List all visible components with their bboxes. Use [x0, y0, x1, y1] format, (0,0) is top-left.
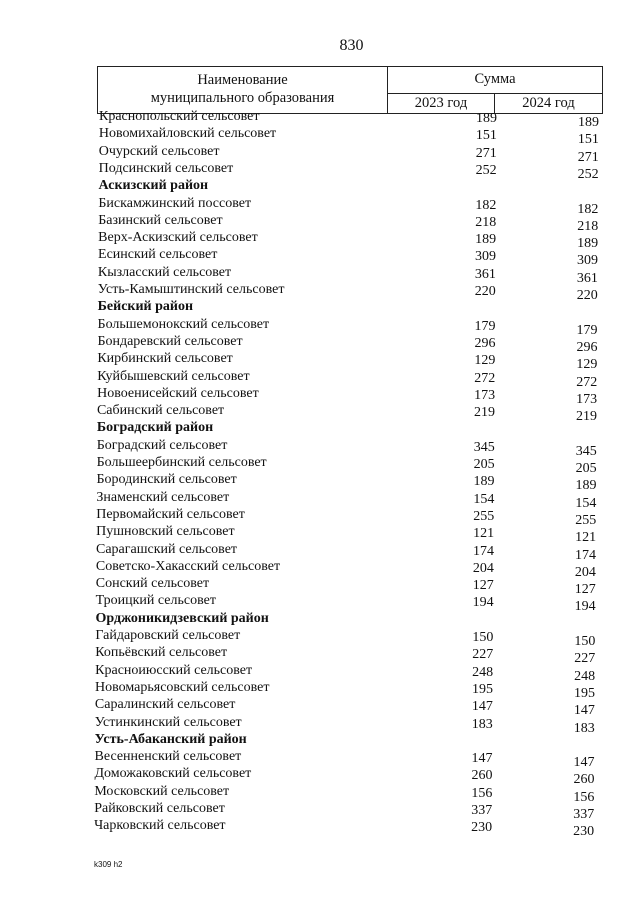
- value-2024: 255: [575, 512, 597, 528]
- value-2023: 345: [473, 439, 495, 455]
- table-row: [98, 125, 619, 148]
- table-row: [97, 385, 617, 407]
- district-heading-row: [95, 731, 615, 748]
- municipality-name: Доможаковский сельсовет: [94, 766, 252, 782]
- table-row: [98, 212, 618, 234]
- footer-code: k309 h2: [94, 860, 123, 869]
- municipality-name: Есинский сельсовет: [98, 247, 218, 263]
- municipality-name: Большеербинский сельсовет: [96, 455, 267, 470]
- table-row: [96, 541, 616, 563]
- district-name: Аскизский район: [98, 178, 209, 194]
- value-2024: 174: [575, 547, 596, 563]
- value-2023: 227: [472, 647, 494, 663]
- value-2024: 219: [575, 409, 597, 425]
- value-2023: 248: [472, 664, 494, 680]
- value-2024: 195: [574, 685, 596, 701]
- table-row: [94, 714, 615, 736]
- value-2024: 147: [573, 703, 595, 719]
- column-header-name-line2: муниципального образования: [150, 90, 335, 106]
- municipality-name: Троицкий сельсовет: [95, 593, 216, 609]
- district-heading-row: [96, 610, 616, 627]
- table-row: [94, 748, 615, 771]
- table-row: [98, 246, 618, 269]
- column-header-sum: Сумма: [388, 67, 602, 94]
- value-2023: 150: [472, 630, 494, 645]
- municipality-name: Московский сельсовет: [94, 783, 230, 799]
- district-name: Бейский район: [97, 299, 194, 315]
- value-2023: 309: [475, 249, 497, 265]
- table-row: [94, 800, 614, 822]
- value-2024: 227: [574, 651, 596, 667]
- table-row: [98, 229, 618, 252]
- municipality-name: Краснопольский сельсовет: [99, 109, 260, 124]
- value-2023: 183: [471, 716, 493, 732]
- table-row: [95, 644, 615, 667]
- table-row: [97, 350, 617, 373]
- municipality-name: Устинкинский сельсовет: [94, 714, 242, 730]
- municipality-name: Новомарьясовский сельсовет: [95, 679, 270, 695]
- value-2024: 337: [573, 807, 595, 822]
- municipality-name: Саралинский сельсовет: [94, 697, 236, 713]
- value-2024: 271: [577, 149, 599, 165]
- value-2024: 309: [577, 253, 599, 269]
- municipality-name: Сонский сельсовет: [95, 576, 210, 592]
- value-2024: 252: [577, 166, 599, 182]
- column-header-2024: 2024 год: [522, 95, 575, 111]
- municipality-name: Очурский сельсовет: [98, 143, 220, 159]
- value-2023: 127: [472, 578, 494, 594]
- value-2024: 218: [577, 218, 599, 234]
- value-2024: 205: [575, 461, 597, 476]
- value-2024: 173: [576, 391, 598, 407]
- municipality-name: Сарагашский сельсовет: [96, 541, 238, 557]
- municipality-name: Бискамжинский поссовет: [98, 195, 252, 211]
- value-2024: 260: [573, 772, 595, 788]
- value-2024: 183: [573, 720, 595, 736]
- value-2023: 147: [471, 751, 493, 767]
- municipality-name: Новомихайловский сельсовет: [98, 126, 277, 142]
- table-row: [98, 195, 618, 217]
- district-heading-row: [97, 419, 617, 436]
- municipality-name: Первомайский сельсовет: [96, 506, 245, 522]
- value-2024: 127: [574, 582, 596, 598]
- value-2024: 182: [577, 201, 599, 217]
- value-2023: 271: [475, 145, 497, 161]
- municipality-name: Сабинский сельсовет: [96, 403, 225, 419]
- value-2024: 272: [576, 374, 598, 390]
- table-row: [97, 264, 618, 286]
- table-row: [98, 143, 619, 165]
- value-2024: 154: [575, 495, 597, 511]
- value-2023: 189: [475, 232, 497, 248]
- value-2024: 296: [576, 339, 598, 355]
- municipality-name: Куйбышевский сельсовет: [97, 368, 250, 384]
- municipality-name: Красноиюсский сельсовет: [95, 662, 253, 678]
- value-2024: 121: [575, 530, 597, 546]
- table-row: [96, 437, 617, 459]
- value-2024: 147: [573, 755, 595, 771]
- value-2023: 296: [474, 335, 496, 351]
- value-2024: 189: [575, 478, 597, 494]
- value-2023: 218: [475, 214, 497, 230]
- value-2024: 220: [576, 288, 598, 303]
- table-row: [94, 817, 614, 840]
- value-2023: 205: [473, 457, 495, 472]
- municipality-name: Весенненский сельсовет: [94, 749, 242, 765]
- value-2024: 189: [578, 115, 599, 130]
- municipality-name: Гайдаровский сельсовет: [95, 628, 241, 643]
- value-2023: 174: [473, 543, 494, 559]
- municipality-name: Новоенисейский сельсовет: [97, 385, 259, 401]
- municipality-name: Чарковский сельсовет: [94, 818, 226, 834]
- value-2023: 255: [473, 508, 495, 524]
- value-2024: 345: [575, 443, 597, 459]
- value-2023: 219: [473, 405, 495, 421]
- table-row: [94, 783, 614, 805]
- municipality-name: Усть-Камыштинский сельсовет: [97, 282, 285, 297]
- value-2024: 361: [576, 270, 598, 286]
- value-2023: 230: [471, 820, 493, 836]
- value-2024: 194: [574, 599, 596, 615]
- table-row: [95, 592, 616, 615]
- value-2023: 154: [473, 491, 495, 507]
- district-heading-row: [99, 177, 619, 194]
- value-2024: 129: [576, 357, 598, 373]
- table-row: [95, 575, 616, 598]
- table-row: [96, 506, 616, 528]
- value-2023: 173: [474, 387, 496, 403]
- table-row: [99, 108, 619, 130]
- table-row: [95, 679, 615, 701]
- value-2024: 156: [573, 789, 595, 805]
- value-2023: 272: [474, 370, 496, 386]
- value-2024: 189: [577, 236, 599, 252]
- value-2023: 129: [474, 353, 496, 369]
- district-name: Усть-Абаканский район: [94, 731, 247, 747]
- municipality-name: Большемонокский сельсовет: [97, 316, 270, 332]
- value-2024: 248: [574, 668, 596, 684]
- municipality-name: Райковский сельсовет: [94, 801, 225, 816]
- value-2023: 121: [473, 526, 495, 542]
- value-2023: 179: [474, 318, 496, 334]
- district-name: Боградский район: [96, 420, 214, 436]
- table-row: [96, 523, 616, 546]
- value-2024: 179: [576, 322, 598, 338]
- municipality-name: Копьёвский сельсовет: [95, 645, 228, 661]
- value-2023: 337: [471, 803, 493, 818]
- table-row: [96, 471, 616, 494]
- value-2023: 189: [476, 111, 497, 126]
- value-2023: 156: [471, 785, 493, 801]
- value-2023: 194: [472, 595, 494, 611]
- municipality-name: Базинский сельсовет: [98, 212, 223, 228]
- municipality-name: Боградский сельсовет: [96, 437, 228, 453]
- municipality-name: Бондаревский сельсовет: [97, 333, 243, 349]
- value-2024: 230: [573, 824, 595, 840]
- municipality-name: Советско-Хакасский сельсовет: [95, 558, 281, 574]
- municipality-name: Бородинский сельсовет: [96, 472, 237, 488]
- municipality-name: Пушновский сельсовет: [96, 524, 235, 540]
- table-row: [97, 281, 618, 303]
- municipality-name: Подсинский сельсовет: [98, 160, 234, 176]
- table-row: [94, 696, 615, 719]
- table-row: [96, 489, 616, 511]
- value-2023: 220: [474, 284, 496, 299]
- value-2023: 147: [471, 699, 493, 715]
- value-2024: 150: [574, 634, 596, 649]
- value-2023: 361: [474, 266, 496, 282]
- value-2023: 189: [473, 474, 495, 490]
- value-2023: 195: [472, 681, 494, 697]
- page-number: 830: [339, 37, 364, 54]
- table-row: [98, 160, 619, 182]
- value-2023: 260: [471, 768, 493, 784]
- table-row: [95, 627, 615, 649]
- value-2023: 151: [475, 128, 497, 144]
- table-row: [95, 662, 615, 684]
- value-2023: 182: [475, 197, 497, 213]
- column-header-2023: 2023 год: [388, 93, 495, 113]
- table-row: [96, 402, 617, 425]
- municipality-name: Кирбинский сельсовет: [97, 351, 233, 367]
- table-row: [97, 333, 617, 355]
- column-header-name-line1: Наименование: [197, 72, 288, 88]
- table-row: [94, 765, 614, 788]
- table-row: [97, 368, 617, 390]
- value-2023: 252: [475, 162, 497, 178]
- value-2024: 151: [577, 132, 599, 148]
- value-2024: 204: [574, 564, 596, 580]
- district-name: Орджоникидзевский район: [95, 610, 269, 626]
- table-row: [96, 454, 617, 476]
- district-heading-row: [98, 298, 618, 315]
- value-2023: 204: [472, 560, 494, 576]
- table-row: [97, 316, 618, 338]
- municipality-name: Верх-Аскизский сельсовет: [98, 230, 258, 246]
- table-row: [95, 558, 616, 580]
- municipality-name: Знаменский сельсовет: [96, 489, 230, 505]
- municipality-name: Кызласский сельсовет: [97, 264, 232, 280]
